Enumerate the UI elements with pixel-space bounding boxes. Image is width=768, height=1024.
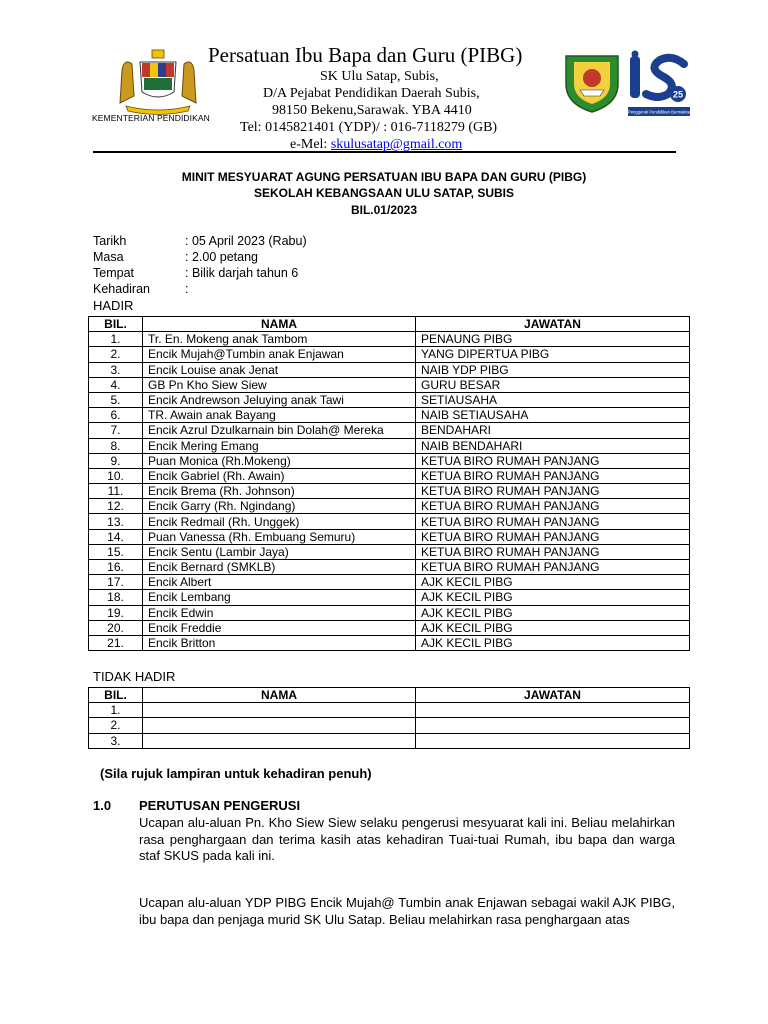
cell-nama: GB Pn Kho Siew Siew — [143, 377, 416, 392]
table-row — [89, 499, 690, 514]
attendance-note: (Sila rujuk lampiran untuk kehadiran penuh) — [100, 766, 372, 781]
table-row — [89, 347, 690, 362]
cell-nama: Encik Redmail (Rh. Unggek) — [143, 514, 416, 529]
cell-jawatan: AJK KECIL PIBG — [416, 575, 690, 590]
table-row — [89, 453, 690, 468]
school-name-title: SEKOLAH KEBANGSAAN ULU SATAP, SUBIS — [253, 186, 515, 200]
cell-nama: Encik Edwin — [143, 605, 416, 620]
cell-bil: 16. — [89, 560, 143, 575]
cell-nama: Encik Sentu (Lambir Jaya) — [143, 544, 416, 559]
cell-bil: 19. — [89, 605, 143, 620]
cell-jawatan: AJK KECIL PIBG — [416, 605, 690, 620]
cell-nama: Encik Gabriel (Rh. Awain) — [143, 468, 416, 483]
table-row — [89, 468, 690, 483]
cell-jawatan: KETUA BIRO RUMAH PANJANG — [416, 499, 690, 514]
cell-jawatan: KETUA BIRO RUMAH PANJANG — [416, 560, 690, 575]
ts-caption-text: Penggerak Pendidikan Bermakna — [628, 109, 690, 115]
cell-bil: 15. — [89, 544, 143, 559]
column-header-nama: NAMA — [143, 317, 416, 332]
cell-nama: Puan Monica (Rh.Mokeng) — [143, 453, 416, 468]
cell-bil: 12. — [89, 499, 143, 514]
cell-jawatan: GURU BESAR — [416, 377, 690, 392]
meta-value-place: : Bilik darjah tahun 6 — [185, 266, 299, 280]
meta-label-date: Tarikh — [93, 234, 127, 248]
table-row — [89, 514, 690, 529]
organization-name: Persatuan Ibu Bapa dan Guru (PIBG) — [208, 43, 523, 67]
cell-jawatan: KETUA BIRO RUMAH PANJANG — [416, 514, 690, 529]
cell-bil: 9. — [89, 453, 143, 468]
ministry-label: KEMENTERIAN PENDIDIKAN — [92, 113, 210, 123]
cell-nama: Encik Albert — [143, 575, 416, 590]
table-row — [89, 560, 690, 575]
cell-nama: Encik Brema (Rh. Johnson) — [143, 484, 416, 499]
cell-bil: 10. — [89, 468, 143, 483]
cell-jawatan: PENAUNG PIBG — [416, 332, 690, 347]
meta-value-attendance: : — [185, 282, 189, 296]
table-row — [89, 484, 690, 499]
table-row — [89, 377, 690, 392]
school-crest-icon — [560, 50, 624, 114]
column-header-bil: BIL. — [89, 688, 143, 703]
meta-label-place: Tempat — [93, 266, 134, 280]
cell-jawatan: KETUA BIRO RUMAH PANJANG — [416, 484, 690, 499]
table-row — [89, 423, 690, 438]
cell-bil: 5. — [89, 392, 143, 407]
cell-bil: 14. — [89, 529, 143, 544]
table-row — [89, 590, 690, 605]
table-row — [89, 529, 690, 544]
cell-bil: 2. — [89, 347, 143, 362]
cell-jawatan: AJK KECIL PIBG — [416, 635, 690, 650]
meta-label-time: Masa — [93, 250, 124, 264]
cell-nama — [143, 733, 416, 748]
cell-bil: 18. — [89, 590, 143, 605]
letterhead — [0, 0, 768, 160]
table-row — [89, 733, 690, 748]
cell-nama: Encik Mujah@Tumbin anak Enjawan — [143, 347, 416, 362]
cell-bil: 17. — [89, 575, 143, 590]
ts25-logo-icon — [628, 50, 690, 120]
cell-bil: 13. — [89, 514, 143, 529]
cell-jawatan: NAIB YDP PIBG — [416, 362, 690, 377]
cell-nama — [143, 703, 416, 718]
cell-nama: Puan Vanessa (Rh. Embuang Semuru) — [143, 529, 416, 544]
cell-nama: Encik Andrewson Jeluying anak Tawi — [143, 392, 416, 407]
table-row — [89, 620, 690, 635]
table-row — [89, 703, 690, 718]
header-divider — [93, 151, 676, 153]
cell-jawatan: AJK KECIL PIBG — [416, 620, 690, 635]
cell-nama: Encik Garry (Rh. Ngindang) — [143, 499, 416, 514]
meta-value-date: : 05 April 2023 (Rabu) — [185, 234, 307, 248]
cell-jawatan: KETUA BIRO RUMAH PANJANG — [416, 529, 690, 544]
table-header-row — [89, 688, 690, 703]
cell-nama: TR. Awain anak Bayang — [143, 408, 416, 423]
cell-bil: 21. — [89, 635, 143, 650]
table-row — [89, 544, 690, 559]
phone-line: Tel: 0145821401 (YDP)/ : 016-7118279 (GB) — [240, 120, 498, 135]
cell-nama: Encik Freddie — [143, 620, 416, 635]
cell-jawatan: KETUA BIRO RUMAH PANJANG — [416, 453, 690, 468]
cell-jawatan: AJK KECIL PIBG — [416, 590, 690, 605]
table-row — [89, 438, 690, 453]
cell-nama: Tr. En. Mokeng anak Tambom — [143, 332, 416, 347]
cell-nama: Encik Britton — [143, 635, 416, 650]
cell-bil: 8. — [89, 438, 143, 453]
cell-jawatan: NAIB BENDAHARI — [416, 438, 690, 453]
table-row — [89, 408, 690, 423]
ts-badge-text: 25 — [672, 89, 684, 100]
cell-nama — [143, 718, 416, 733]
cell-jawatan: YANG DIPERTUA PIBG — [416, 347, 690, 362]
email-prefix: e-Mel: — [290, 137, 331, 152]
cell-jawatan: NAIB SETIAUSAHA — [416, 408, 690, 423]
cell-nama: Encik Mering Emang — [143, 438, 416, 453]
malaysia-coat-of-arms-icon — [112, 48, 204, 118]
meeting-number: BIL.01/2023 — [350, 203, 418, 217]
cell-bil: 1. — [89, 332, 143, 347]
meta-label-attendance: Kehadiran — [93, 282, 150, 296]
address-line: SK Ulu Satap, Subis, — [320, 69, 439, 84]
column-header-jawatan: JAWATAN — [416, 317, 690, 332]
table-row — [89, 332, 690, 347]
section-number: 1.0 — [93, 798, 112, 813]
address-line: D/A Pejabat Pendidikan Daerah Subis, — [263, 86, 480, 101]
cell-bil: 2. — [89, 718, 143, 733]
cell-bil: 3. — [89, 733, 143, 748]
email-link[interactable]: skulusatap@gmail.com — [330, 137, 463, 152]
cell-bil: 7. — [89, 423, 143, 438]
present-label: HADIR — [93, 298, 134, 313]
cell-jawatan: KETUA BIRO RUMAH PANJANG — [416, 544, 690, 559]
cell-bil: 6. — [89, 408, 143, 423]
table-row — [89, 392, 690, 407]
column-header-jawatan: JAWATAN — [416, 688, 690, 703]
cell-jawatan — [416, 733, 690, 748]
cell-jawatan: KETUA BIRO RUMAH PANJANG — [416, 468, 690, 483]
column-header-nama: NAMA — [143, 688, 416, 703]
meta-value-time: : 2.00 petang — [185, 250, 258, 264]
cell-bil: 4. — [89, 377, 143, 392]
table-row — [89, 635, 690, 650]
address-line: 98150 Bekenu,Sarawak. YBA 4410 — [272, 103, 472, 118]
cell-jawatan: SETIAUSAHA — [416, 392, 690, 407]
present-table — [88, 316, 690, 651]
section-paragraph: Ucapan alu-aluan YDP PIBG Encik Mujah@ Tumbin anak Enjawan sebagai wakil AJK PIBG, ibu bapa dan penjaga murid SK Ulu Satap. Beliau melahirkan rasa penghargaan atas — [139, 895, 675, 927]
absent-label: TIDAK HADIR — [93, 669, 176, 684]
table-row — [89, 575, 690, 590]
cell-nama: Encik Louise anak Jenat — [143, 362, 416, 377]
cell-jawatan: BENDAHARI — [416, 423, 690, 438]
table-row — [89, 605, 690, 620]
cell-bil: 11. — [89, 484, 143, 499]
column-header-bil: BIL. — [89, 317, 143, 332]
section-paragraph: Ucapan alu-aluan Pn. Kho Siew Siew selaku pengerusi mesyuarat kali ini. Beliau melahirkan rasa penghargaan dan terima kasih atas kehadiran Tuai-tuai Rumah, ibu bapa dan warga staf SKUS pada kali ini. — [139, 815, 675, 863]
table-header-row — [89, 317, 690, 332]
cell-jawatan — [416, 718, 690, 733]
cell-jawatan — [416, 703, 690, 718]
cell-bil: 1. — [89, 703, 143, 718]
cell-nama: Encik Azrul Dzulkarnain bin Dolah@ Mereka — [143, 423, 416, 438]
cell-nama: Encik Bernard (SMKLB) — [143, 560, 416, 575]
cell-bil: 3. — [89, 362, 143, 377]
document-title: MINIT MESYUARAT AGUNG PERSATUAN IBU BAPA DAN GURU (PIBG) — [181, 170, 587, 184]
cell-bil: 20. — [89, 620, 143, 635]
absent-table — [88, 687, 690, 749]
table-row — [89, 718, 690, 733]
cell-nama: Encik Lembang — [143, 590, 416, 605]
table-row — [89, 362, 690, 377]
section-title: PERUTUSAN PENGERUSI — [139, 798, 301, 813]
